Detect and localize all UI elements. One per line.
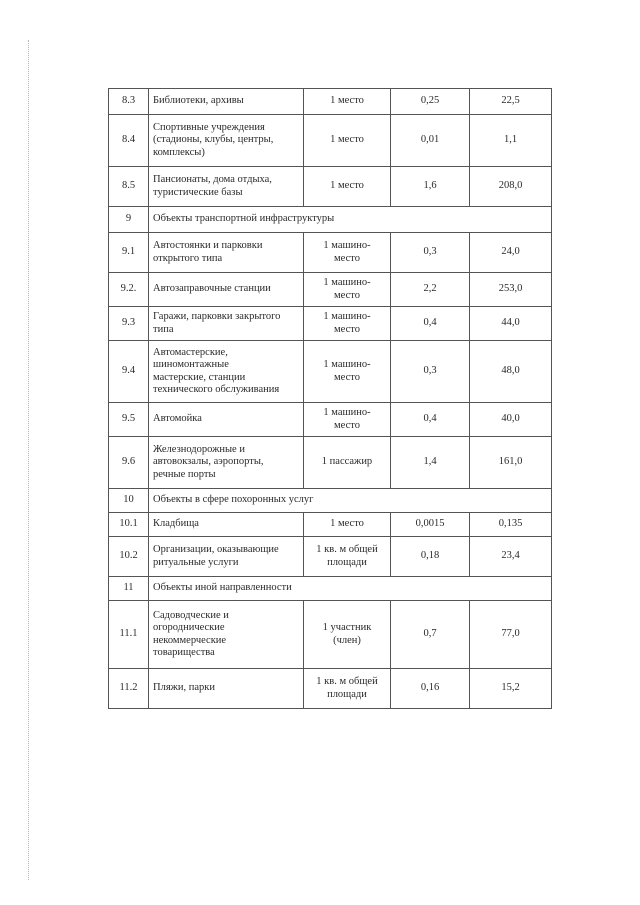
- section-row: [109, 489, 552, 513]
- object-name: Автомойка: [149, 403, 304, 437]
- row-number: 11.2: [109, 669, 149, 709]
- object-name: Кладбища: [149, 513, 304, 537]
- object-name: Организации, оказывающие ритуальные услуги: [149, 537, 304, 577]
- section-title: Объекты в сфере похоронных услуг: [149, 489, 552, 513]
- value-cell: 23,4: [470, 537, 552, 577]
- table-row: [109, 669, 552, 709]
- value-cell: 0,3: [391, 341, 470, 403]
- unit-of-measure: 1 машино- место: [304, 233, 391, 273]
- section-title: Объекты транспортной инфраструктуры: [149, 207, 552, 233]
- value-cell: 0,16: [391, 669, 470, 709]
- unit-of-measure: 1 место: [304, 513, 391, 537]
- value-cell: 0,0015: [391, 513, 470, 537]
- row-number: 9.4: [109, 341, 149, 403]
- table-row: [109, 307, 552, 341]
- table-row: [109, 89, 552, 115]
- unit-of-measure: 1 машино- место: [304, 273, 391, 307]
- object-name: Гаражи, парковки закрытого типа: [149, 307, 304, 341]
- table-row: [109, 437, 552, 489]
- section-row: [109, 207, 552, 233]
- page-edge-line: [28, 40, 29, 880]
- row-number: 8.4: [109, 115, 149, 167]
- object-name: Спортивные учреждения (стадионы, клубы, центры, комплексы): [149, 115, 304, 167]
- value-cell: 0,135: [470, 513, 552, 537]
- row-number: 9.6: [109, 437, 149, 489]
- value-cell: 0,01: [391, 115, 470, 167]
- table-row: [109, 233, 552, 273]
- row-number: 9.2.: [109, 273, 149, 307]
- row-number: 8.5: [109, 167, 149, 207]
- row-number: 9.1: [109, 233, 149, 273]
- table-row: [109, 513, 552, 537]
- value-cell: 0,25: [391, 89, 470, 115]
- value-cell: 0,3: [391, 233, 470, 273]
- object-name: Садоводческие и огороднические некоммерческие товарищества: [149, 601, 304, 669]
- value-cell: 0,4: [391, 307, 470, 341]
- row-number: 11: [109, 577, 149, 601]
- object-name: Автомастерские, шиномонтажные мастерские, станции технического обслуживания: [149, 341, 304, 403]
- value-cell: 1,1: [470, 115, 552, 167]
- row-number: 10.2: [109, 537, 149, 577]
- value-cell: 0,7: [391, 601, 470, 669]
- value-cell: 22,5: [470, 89, 552, 115]
- table-row: [109, 341, 552, 403]
- value-cell: 1,6: [391, 167, 470, 207]
- table-row: [109, 273, 552, 307]
- norms-table-body: [109, 89, 552, 709]
- value-cell: 15,2: [470, 669, 552, 709]
- section-row: [109, 577, 552, 601]
- row-number: 9.3: [109, 307, 149, 341]
- row-number: 9: [109, 207, 149, 233]
- table-row: [109, 115, 552, 167]
- unit-of-measure: 1 место: [304, 167, 391, 207]
- section-title: Объекты иной направленности: [149, 577, 552, 601]
- value-cell: 1,4: [391, 437, 470, 489]
- unit-of-measure: 1 кв. м общей площади: [304, 669, 391, 709]
- value-cell: 77,0: [470, 601, 552, 669]
- table-row: [109, 167, 552, 207]
- value-cell: 44,0: [470, 307, 552, 341]
- value-cell: 253,0: [470, 273, 552, 307]
- unit-of-measure: 1 машино- место: [304, 307, 391, 341]
- table-row: [109, 601, 552, 669]
- object-name: Железнодорожные и автовокзалы, аэропорты, речные порты: [149, 437, 304, 489]
- value-cell: 24,0: [470, 233, 552, 273]
- unit-of-measure: 1 пассажир: [304, 437, 391, 489]
- row-number: 8.3: [109, 89, 149, 115]
- table-row: [109, 403, 552, 437]
- unit-of-measure: 1 кв. м общей площади: [304, 537, 391, 577]
- unit-of-measure: 1 участник (член): [304, 601, 391, 669]
- object-name: Автостоянки и парковки открытого типа: [149, 233, 304, 273]
- value-cell: 161,0: [470, 437, 552, 489]
- unit-of-measure: 1 место: [304, 115, 391, 167]
- object-name: Библиотеки, архивы: [149, 89, 304, 115]
- row-number: 11.1: [109, 601, 149, 669]
- row-number: 10: [109, 489, 149, 513]
- object-name: Пансионаты, дома отдыха, туристические базы: [149, 167, 304, 207]
- unit-of-measure: 1 место: [304, 89, 391, 115]
- value-cell: 0,18: [391, 537, 470, 577]
- value-cell: 40,0: [470, 403, 552, 437]
- object-name: Автозаправочные станции: [149, 273, 304, 307]
- unit-of-measure: 1 машино- место: [304, 403, 391, 437]
- norms-table: [108, 88, 552, 709]
- row-number: 9.5: [109, 403, 149, 437]
- value-cell: 0,4: [391, 403, 470, 437]
- unit-of-measure: 1 машино- место: [304, 341, 391, 403]
- value-cell: 2,2: [391, 273, 470, 307]
- table-row: [109, 537, 552, 577]
- row-number: 10.1: [109, 513, 149, 537]
- object-name: Пляжи, парки: [149, 669, 304, 709]
- value-cell: 48,0: [470, 341, 552, 403]
- value-cell: 208,0: [470, 167, 552, 207]
